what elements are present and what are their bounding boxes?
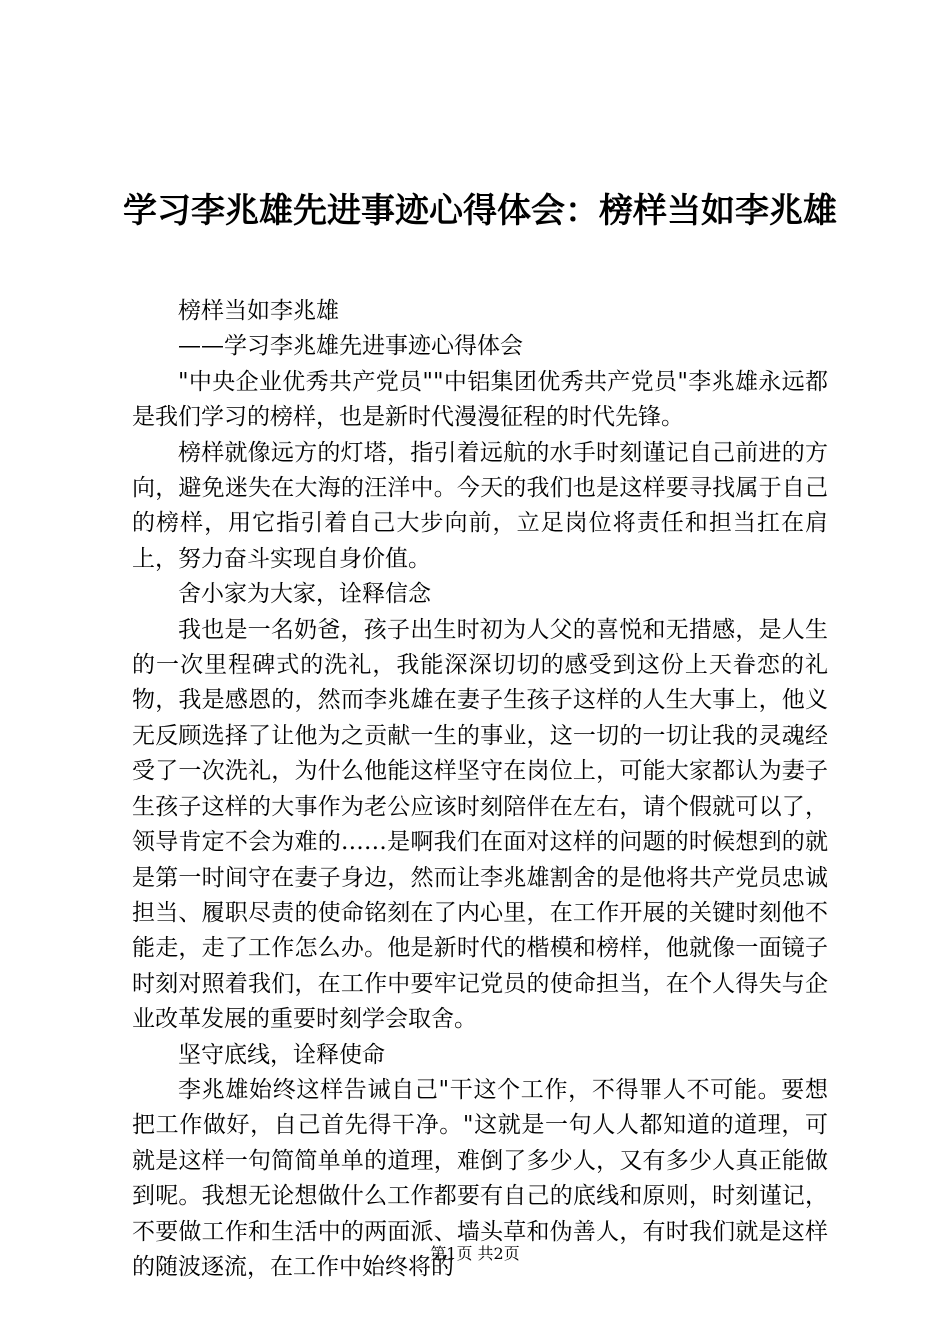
paragraph-lighthouse: 榜样就像远方的灯塔，指引着远航的水手时刻谨记自己前进的方向，避免迷失在大海的汪洋中。今天的我们也是这样要寻找属于自己的榜样，用它指引着自己大步向前，立足岗位将责任和担当扛在肩上，努力奋斗实现自身价值。 <box>132 439 828 572</box>
paragraph-intro: "中央企业优秀共产党员""中铝集团优秀共产党员"李兆雄永远都是我们学习的榜样，也是新时代漫漫征程的时代先锋。 <box>132 368 828 431</box>
paragraph-subheading: ——学习李兆雄先进事迹心得体会 <box>178 333 523 360</box>
document-title: 学习李兆雄先进事迹心得体会：榜样当如李兆雄 <box>123 191 837 231</box>
paragraph-belief: 我也是一名奶爸，孩子出生时初为人父的喜悦和无措感，是人生的一次里程碑式的洗礼，我能深深切切的感受到这份上天眷恋的礼物，我是感恩的，然而李兆雄在妻子生孩子这样的人生大事上，他义无反顾选择了让他为之贡献一生的事业，这一切的一切让我的灵魂经受了一次洗礼，为什么他能这样坚守在岗位上，可能大家都认为妻子生孩子这样的大事作为老公应该时刻陪伴在左右，请个假就可以了，领导肯定不会为难的……是啊我们在面对这样的问题的时候想到的就是第一时间守在妻子身边，然而让李兆雄割舍的是他将共产党员忠诚担当、履职尽责的使命铭刻在了内心里，在工作开展的关键时刻他不能走，走了工作怎么办。他是新时代的楷模和榜样，他就像一面镜子时刻对照着我们，在工作中要牢记党员的使命担当，在个人得失与企业改革发展的重要时刻学会取舍。 <box>132 616 828 1033</box>
section-heading-belief: 舍小家为大家，诠释信念 <box>178 581 431 608</box>
document-body <box>132 294 828 1285</box>
paragraph-mission: 李兆雄始终这样告诫自己"干这个工作，不得罪人不可能。要想把工作做好，自己首先得干净。"这就是一句人人都知道的道理，可就是这样一句简简单单的道理，难倒了多少人，又有多少人真正能做到呢。我想无论想做什么工作都要有自己的底线和原则，时刻谨记，不要做工作和生活中的两面派、墙头草和伪善人，有时我们就是这样的随波逐流，在工作中始终将的 <box>132 1076 828 1280</box>
page-footer: 第1页 共2页 <box>430 1244 520 1263</box>
paragraph-heading: 榜样当如李兆雄 <box>178 298 339 324</box>
section-heading-mission: 坚守底线，诠释使命 <box>178 1041 385 1068</box>
